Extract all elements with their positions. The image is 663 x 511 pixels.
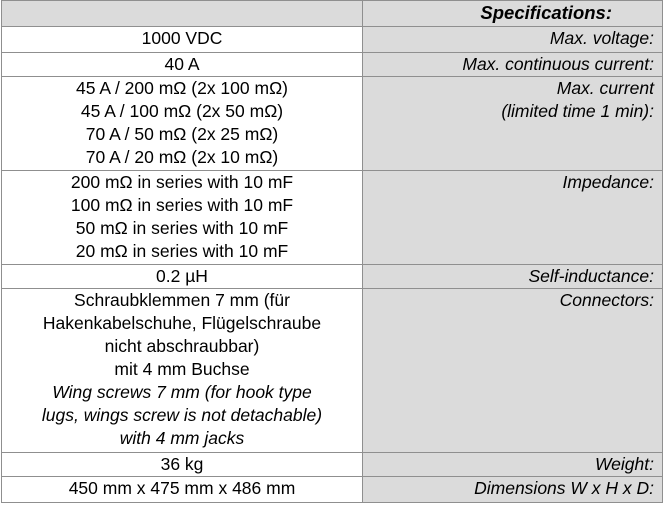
self-inductance-label: [363, 265, 663, 289]
max-current-value-line: 45 A / 200 mΩ (2x 100 mΩ): [76, 78, 288, 98]
dimensions-value-text: 450 mm x 475 mm x 486 mm: [68, 478, 296, 498]
max-voltage-value-text: 1000 VDC: [141, 28, 223, 48]
table-row-max-current: [2, 77, 663, 171]
impedance-value-line: 20 mΩ in series with 10 mF: [75, 241, 289, 261]
connectors-value-line-de: nicht abschraubbar): [104, 336, 260, 356]
table-row-max-voltage: [2, 27, 663, 53]
table-row-weight: [2, 453, 663, 477]
connectors-value: [2, 289, 363, 453]
self-inductance-label-text: Self-inductance:: [528, 266, 654, 286]
max-current-label: [363, 77, 663, 171]
max-current-value-line: 70 A / 20 mΩ (2x 10 mΩ): [85, 147, 279, 167]
max-continuous-current-value-text: 40 A: [164, 54, 200, 74]
table-row-impedance: [2, 171, 663, 265]
max-current-value-line: 70 A / 50 mΩ (2x 25 mΩ): [85, 124, 279, 144]
impedance-value-line: 100 mΩ in series with 10 mF: [70, 195, 294, 215]
weight-label: [363, 453, 663, 477]
impedance-value-line: 200 mΩ in series with 10 mF: [70, 172, 294, 192]
self-inductance-value-text: 0.2 µH: [156, 266, 208, 286]
impedance-label-text: Impedance:: [562, 172, 654, 192]
connectors-label-text: Connectors:: [559, 290, 654, 310]
weight-label-text: Weight:: [594, 454, 654, 474]
impedance-label: [363, 171, 663, 265]
header-value-cell: [2, 1, 363, 27]
impedance-value: [2, 171, 363, 265]
connectors-label: [363, 289, 663, 453]
max-voltage-value: [2, 27, 363, 53]
max-current-value-line: 45 A / 100 mΩ (2x 50 mΩ): [80, 101, 284, 121]
max-voltage-label: [363, 27, 663, 53]
table-row-self-inductance: [2, 265, 663, 289]
connectors-value-line-de: Hakenkabelschuhe, Flügelschraube: [42, 313, 322, 333]
specifications-table: [1, 0, 663, 503]
max-continuous-current-label-text: Max. continuous current:: [462, 54, 654, 74]
specifications-heading-text: Specifications:: [480, 2, 612, 23]
weight-value-text: 36 kg: [160, 454, 204, 474]
max-voltage-label-text: Max. voltage:: [549, 28, 654, 48]
dimensions-label: [363, 477, 663, 503]
connectors-value-line-en: Wing screws 7 mm (for hook type: [52, 382, 312, 402]
max-current-label-line: Max. current: [556, 78, 654, 98]
specifications-heading: [363, 1, 663, 27]
connectors-value-line-de: Schraubklemmen 7 mm (für: [74, 290, 290, 310]
table-row-dimensions: [2, 477, 663, 503]
max-current-value: [2, 77, 363, 171]
dimensions-value: [2, 477, 363, 503]
dimensions-label-text: Dimensions W x H x D:: [474, 478, 654, 498]
max-continuous-current-label: [363, 53, 663, 77]
weight-value: [2, 453, 363, 477]
connectors-value-line-de: mit 4 mm Buchse: [114, 359, 250, 379]
connectors-value-line-en: with 4 mm jacks: [119, 428, 245, 448]
self-inductance-value: [2, 265, 363, 289]
max-continuous-current-value: [2, 53, 363, 77]
table-row-max-continuous-current: [2, 53, 663, 77]
max-current-label-line: (limited time 1 min):: [501, 101, 654, 121]
impedance-value-line: 50 mΩ in series with 10 mF: [75, 218, 289, 238]
table-header-row: [2, 1, 663, 27]
table-row-connectors: [2, 289, 663, 453]
connectors-value-line-en: lugs, wings screw is not detachable): [41, 405, 323, 425]
